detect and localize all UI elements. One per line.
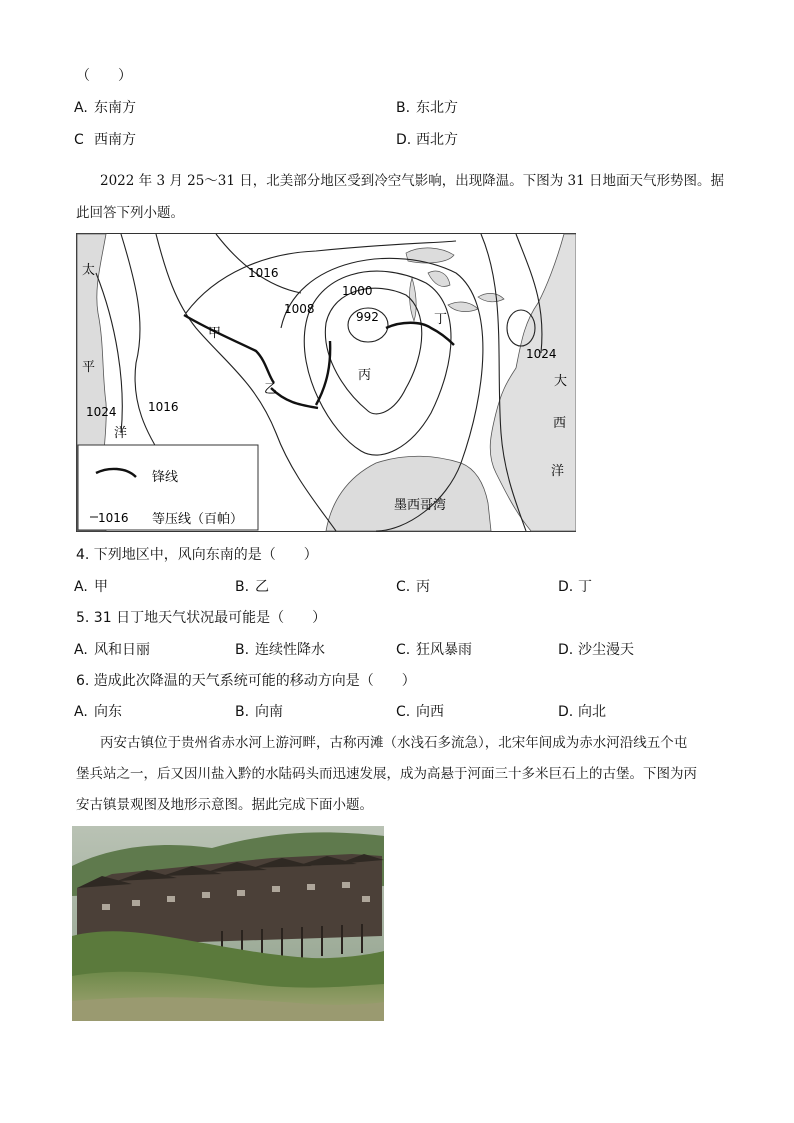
legend-front-label: 锋线	[152, 470, 179, 485]
isobar-label-1000: 1000	[342, 284, 373, 298]
passage2-line1: 丙安古镇位于贵州省赤水河上游河畔，古称丙滩（水浅石多流急），北宋年间成为赤水河沿线五个屯	[100, 735, 688, 751]
option-text: 狂风暴雨	[416, 642, 472, 658]
option-letter: A.	[74, 579, 88, 595]
option-b	[396, 98, 458, 118]
question-4-stem: 4. 下列地区中，风向东南的是（ ）	[76, 547, 318, 563]
pacific-char-3: 洋	[114, 426, 128, 441]
q4-option-a	[74, 577, 108, 597]
option-text: 甲	[94, 579, 108, 595]
atlantic-char-3: 洋	[551, 464, 565, 479]
option-letter: B.	[396, 100, 411, 116]
pacific-char-2: 平	[82, 360, 96, 375]
question-paren: （ ）	[76, 68, 132, 84]
option-text: 向西	[416, 704, 444, 720]
q5-option-a	[74, 640, 150, 660]
q4-option-c	[396, 577, 430, 597]
q5-option-d	[558, 640, 634, 660]
option-letter: D.	[396, 132, 412, 148]
isobar-label-1008: 1008	[284, 302, 315, 316]
option-text: 丙	[416, 579, 430, 595]
option-text: 东北方	[416, 100, 458, 116]
question-5-stem: 5. 31 日丁地天气状况最可能是（ ）	[76, 610, 327, 626]
option-a	[74, 98, 136, 118]
pacific-char-1: 太	[82, 263, 96, 278]
legend-isobar-label: 等压线（百帕）	[152, 512, 244, 527]
option-text: 丁	[578, 579, 592, 595]
option-text: 乙	[255, 579, 269, 595]
option-letter: B.	[235, 642, 250, 658]
q4-option-d	[558, 577, 592, 597]
option-text: 向北	[578, 704, 606, 720]
option-d	[396, 130, 458, 150]
option-letter: C.	[396, 642, 411, 658]
option-letter: D.	[558, 579, 574, 595]
option-letter: D.	[558, 642, 574, 658]
option-letter: A.	[74, 642, 88, 658]
option-text: 风和日丽	[94, 642, 150, 658]
isobar-label-1016-west: 1016	[148, 400, 179, 414]
option-text: 沙尘漫天	[578, 642, 634, 658]
option-text: 东南方	[94, 100, 136, 116]
isobar-label-1024-east: 1024	[526, 347, 557, 361]
q6-option-c	[396, 702, 444, 722]
landscape-photo	[72, 826, 384, 1021]
option-text: 西北方	[416, 132, 458, 148]
option-text: 向东	[94, 704, 122, 720]
passage1-line1: 2022 年 3 月 25～31 日，北美部分地区受到冷空气影响，出现降温。下图为 31 日地面天气形势图。据	[100, 173, 725, 189]
landscape-photo-svg	[72, 826, 384, 1021]
passage1-line2: 此回答下列小题。	[76, 205, 184, 221]
question-6-stem: 6. 造成此次降温的天气系统可能的移动方向是（ ）	[76, 673, 416, 689]
isobar-label-992: 992	[356, 310, 379, 324]
passage2-line3: 安古镇景观图及地形示意图。据此完成下面小题。	[76, 797, 373, 813]
isobar-label-1024-west: 1024	[86, 405, 117, 419]
location-yi: 乙	[264, 382, 278, 397]
q5-option-b	[235, 640, 325, 660]
option-text: 西南方	[94, 132, 136, 148]
option-c	[74, 130, 136, 150]
option-text: 连续性降水	[255, 642, 325, 658]
q6-option-d	[558, 702, 606, 722]
option-letter: A.	[74, 100, 88, 116]
q6-option-a	[74, 702, 122, 722]
option-text: 向南	[255, 704, 283, 720]
option-letter: B.	[235, 704, 250, 720]
atlantic-char-1: 大	[554, 374, 568, 389]
isobar-label-1016: 1016	[248, 266, 279, 280]
q5-option-c	[396, 640, 472, 660]
weather-map	[76, 233, 576, 532]
location-jia: 甲	[208, 326, 222, 341]
q4-option-b	[235, 577, 269, 597]
location-bing: 丙	[358, 368, 372, 383]
option-letter: A.	[74, 704, 88, 720]
atlantic-char-2: 西	[553, 416, 567, 431]
weather-map-svg	[76, 233, 576, 532]
location-ding: 丁	[434, 312, 448, 327]
passage2-line2: 堡兵站之一，后又因川盐入黔的水陆码头而迅速发展，成为高悬于河面三十多米巨石上的古堡。下图为丙	[76, 766, 697, 782]
option-letter: B.	[235, 579, 250, 595]
q6-option-b	[235, 702, 283, 722]
option-letter: C.	[396, 579, 411, 595]
legend-isobar-sample: 1016	[98, 511, 129, 525]
option-letter: C	[74, 132, 84, 148]
option-letter: D.	[558, 704, 574, 720]
option-letter: C.	[396, 704, 411, 720]
gulf-of-mexico-label: 墨西哥湾	[394, 498, 447, 513]
